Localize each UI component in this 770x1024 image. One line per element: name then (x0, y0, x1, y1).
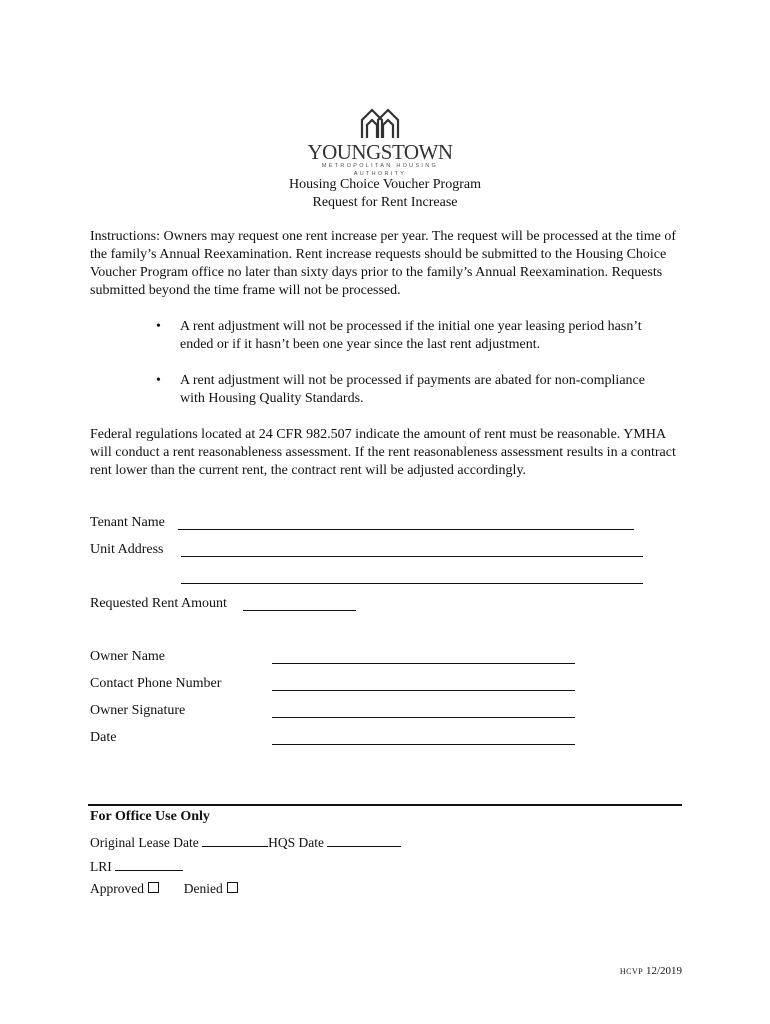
form-header (0, 176, 770, 212)
owner-signature-field[interactable] (272, 716, 575, 718)
date-field[interactable] (272, 743, 575, 745)
footer-code: HCVP (619, 967, 644, 976)
lri-field[interactable] (115, 856, 183, 871)
owner-name-field[interactable] (272, 662, 575, 664)
footer-date: 12/2019 (645, 965, 682, 977)
houses-icon (358, 106, 402, 140)
hqs-date-label: HQS Date (268, 835, 324, 850)
requested-rent-row (90, 595, 227, 613)
form-footer (600, 964, 682, 979)
requested-rent-label: Requested Rent Amount (90, 596, 227, 611)
lri-label: LRI (90, 859, 112, 874)
unit-address-row (90, 541, 164, 559)
approved-checkbox[interactable] (148, 882, 159, 893)
denied-label: Denied (183, 881, 223, 896)
bullet-dot: • (156, 319, 161, 334)
approved-label: Approved (90, 881, 144, 896)
office-divider (88, 804, 682, 806)
requested-rent-field[interactable] (243, 609, 356, 611)
lri-row (90, 856, 183, 876)
ymha-logo (300, 106, 460, 178)
tenant-name-row (90, 514, 165, 532)
date-label: Date (90, 730, 117, 745)
logo-subtitle: METROPOLITAN HOUSING AUTHORITY (321, 163, 439, 177)
form-title: Request for Rent Increase (312, 195, 458, 210)
bullet-dot: • (156, 373, 161, 388)
unit-address-field-line2[interactable] (181, 582, 643, 584)
bullet-text: A rent adjustment will not be processed if the initial one year leasing period hasn’t ended or if it hasn’t been one year since the last rent adjustment. (180, 319, 642, 352)
contact-phone-row (90, 675, 221, 693)
unit-address-label: Unit Address (90, 542, 164, 557)
bullet-text: A rent adjustment will not be processed if payments are abated for non-compliance with Housing Quality Standards. (180, 373, 645, 406)
original-lease-date-field[interactable] (202, 832, 268, 847)
tenant-name-field[interactable] (178, 528, 634, 530)
contact-phone-label: Contact Phone Number (90, 676, 222, 691)
federal-regulations-paragraph: Federal regulations located at 24 CFR 982.507 indicate the amount of rent must be reasonable. YMHA will conduct a rent reasonableness assessment. If the rent reasonableness assessment results in a contract rent lower than the current rent, the contract rent will be adjusted accordingly. (90, 427, 676, 478)
bullet-item (150, 318, 670, 354)
owner-name-row (90, 648, 165, 666)
bullet-list-1 (150, 318, 670, 354)
instructions-paragraph: Instructions: Owners may request one rent increase per year. The request will be processed at the time of the family’s Annual Reexamination. Rent increase requests should be submitted to the Housing Choice Voucher Program office no later than sixty days prior to the family’s Annual Reexamination. Requests submitted beyond the time frame will not be processed. (90, 229, 676, 298)
owner-signature-label: Owner Signature (90, 703, 186, 718)
office-use-title: For Office Use Only (90, 809, 210, 824)
owner-signature-row (90, 702, 185, 720)
denied-checkbox[interactable] (227, 882, 238, 893)
tenant-name-label: Tenant Name (90, 515, 165, 530)
unit-address-field-line1[interactable] (181, 555, 643, 557)
logo-name: YOUNGSTOWN (307, 140, 453, 164)
bullet-item (150, 372, 670, 408)
program-title: Housing Choice Voucher Program (289, 177, 481, 192)
contact-phone-field[interactable] (272, 689, 575, 691)
date-row (90, 729, 116, 747)
owner-name-label: Owner Name (90, 649, 166, 664)
office-dates-row (90, 832, 401, 852)
hqs-date-field[interactable] (327, 832, 401, 847)
original-lease-date-label: Original Lease Date (90, 835, 199, 850)
bullet-list-2 (150, 372, 670, 408)
approval-row (90, 880, 238, 898)
